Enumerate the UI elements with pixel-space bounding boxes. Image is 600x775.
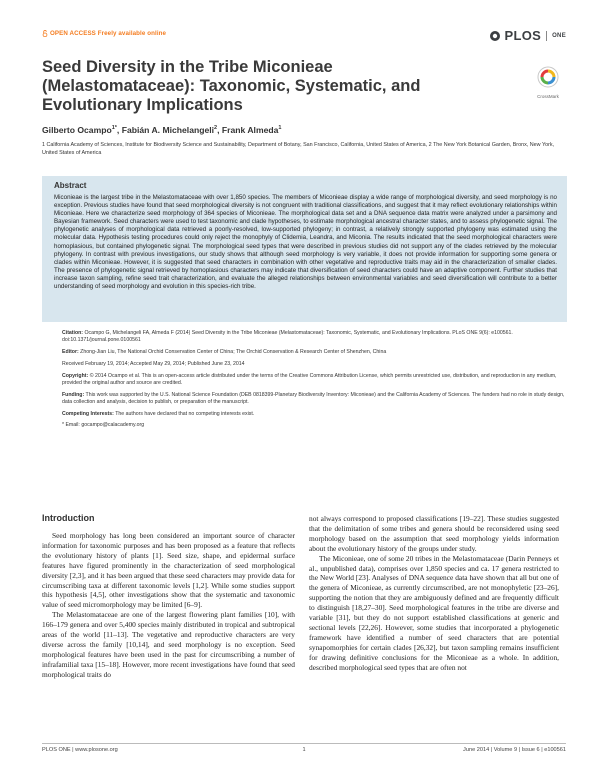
page-number: 1	[302, 747, 306, 753]
footer-issue: June 2014 | Volume 9 | Issue 6 | e100561	[463, 747, 566, 753]
body-paragraph: not always correspond to proposed classifications [19–22]. These studies suggested that the delimitation of some tribes and genera should be reconsidered using seed morphology based on the assumption that seed morphology yields information about the evolutionary history of the groups under study.	[309, 514, 559, 553]
editor-text: Zhong-Jian Liu, The National Orchid Conservation Center of China; The Orchid Conservation & Research Center of Shenzhen, China	[80, 349, 387, 355]
open-access-badge[interactable]	[42, 30, 166, 37]
copyright-line	[62, 373, 567, 387]
crossmark-icon	[537, 66, 559, 88]
crossmark-label: CrossMark	[537, 94, 559, 99]
editor-line	[62, 349, 567, 356]
body-paragraph: The Melastomataceae are one of the largest flowering plant families [10], with 166–179 genera and over 5,400 species mainly distributed in tropical and subtropical areas of the world [11–13]. The vegetative and reproductive characters are very diverse across the family [10,14], and seed morphology is no exception. Seed morphological features have been used in the past for circumscribing a number of infrafamilial taxa [15–18]. However, more recent investigations have found that seed morphological traits do	[42, 610, 295, 679]
author-name[interactable]: Gilberto Ocampo	[42, 125, 112, 135]
funding-text: This work was supported by the U.S. National Science Foundation (DEB 0818399-Planetary Biodiversity Inventory: Miconieae) and the California Academy of Sciences. The funders had no role in study design, data collection and analysis, decision to publish, or preparation of the manuscript.	[62, 391, 565, 405]
open-access-text: OPEN ACCESS Freely available online	[50, 30, 167, 37]
author-name[interactable]: Frank Almeda	[221, 125, 279, 135]
body-column-right	[309, 514, 559, 673]
author-name[interactable]: Fabián A. Michelangeli	[121, 125, 215, 135]
competing-interests-line	[62, 411, 567, 418]
crossmark-badge[interactable]	[534, 66, 562, 99]
plos-one-logo[interactable]	[489, 28, 566, 43]
article-metadata	[62, 330, 567, 434]
article-title: Seed Diversity in the Tribe Miconieae (Melastomataceae): Taxonomic, Systematic, and Evolutionary Implications	[42, 58, 421, 114]
author-list: Gilberto Ocampo$^{1*}$, Fabián A. Michelangeli$^2$, Frank Almeda$^1$	[42, 125, 282, 135]
abstract-heading: Abstract	[54, 181, 87, 190]
affiliations: 1 California Academy of Sciences, Institute for Biodiversity Science and Sustainability, Department of Botany, San Francisco, California, United States of America, 2 The New York Botanical Garden, Bronx, New York, United States of America	[42, 142, 555, 157]
top-bar	[42, 28, 566, 48]
abstract-text: Miconieae is the largest tribe in the Melastomataceae with over 1,850 species. The members of Miconieae display a wide range of morphological diversity, and seed morphology is no exception. Previous studies have found that seed morphological diversity is not congruent with traditional classifications, and suggest that it may reflect evolutionary relationships within Miconieae. Here we characterize seed morphology of 364 species of Miconieae. The morphological data set and a DNA sequence data matrix were analyzed under a parsimony and Bayesian framework. Seed characters were used to test taxonomic and clade hypotheses, to estimate morphological ancestral character states, and to assess phylogenetic signal. The phylogenetic analyses of morphological data retrieved a poorly-resolved, low-supported phylogeny; in contrast, a relatively strongly supported phylogeny was estimated using the molecular data. Hypothesis testing procedures could only reject the monophyly of Clidemia, Leandra, and Miconia. The results indicated that the seed morphological characters were homoplasious, but contained phylogenetic signal. The morphological seed types that were described in previous studies did not support any of the clades retrieved by the molecular phylogeny. In contrast with previous investigations, our study shows that although seed morphology is very variable, it does not provide information for supporting some genera or clades within Miconieae. However, it is suggested that seed characters in combination with other vegetative and reproductive traits may aid in the characterization of smaller clades. The presence of phylogenetic signal retrieved by homoplasious characters may indicate that diversification of seed characters could have an adaptive component. Further studies that increase taxon sampling, refine seed trait characterization, and evaluate the alleged relationships between environmental variables and seed diversification will contribute to a better understanding of seed morphology and evolution in this species-rich tribe.	[54, 194, 557, 291]
author-affil-mark: 2	[214, 125, 218, 132]
competing-label: Competing Interests:	[62, 410, 114, 417]
introduction-heading: Introduction	[42, 513, 95, 523]
copyright-text: © 2014 Ocampo et al. This is an open-access article distributed under the terms of the Creative Commons Attribution License, which permits unrestricted use, distribution, and reproduction in any medium, provided the original author and source are credited.	[62, 372, 557, 386]
journal-sub: ONE	[552, 32, 566, 39]
copyright-label: Copyright:	[62, 372, 89, 379]
dates-line: Received February 19, 2014; Accepted May 29, 2014; Published June 23, 2014	[62, 360, 245, 367]
body-paragraph: The Miconieae, one of some 20 tribes in the Melastomataceae (Darin Penneys et al., unpublished data), comprises over 1,850 species and ca. 17 genera restricted to the New World [23]. Analyses of DNA sequence data have shown that all but one of the genera of Miconieae, as currently circumscribed, are not monophyletic [23–26], supporting the notion that they are ambiguously defined and are frequently difficult to distinguish [18,27–30]. Seed morphological features in the tribe are diverse and variable [31], but they do not support established classifications at generic and sectional levels [22,26]. However, some studies that incorporated a phylogenetic framework have identified a number of seed characters that are potential synapomorphies for certain clades [26,32], but taxon sampling remains insufficient for drawing definitive conclusions for the Miconieae as a whole. In addition, described morphological seed types that are often not	[309, 553, 559, 672]
body-column-left	[42, 531, 295, 680]
author-affil-mark: 1*	[111, 125, 117, 132]
funding-label: Funding:	[62, 391, 85, 398]
logo-divider	[546, 31, 547, 41]
abstract-box	[42, 176, 567, 322]
citation-text: Ocampo G, Michelangeli FA, Almeda F (2014) Seed Diversity in the Tribe Miconieae (Melastomataceae): Taxonomic, Systematic, and Evolutionary Implications. PLoS ONE 9(6): e100561. doi:10.1371/journal.pone.0100561	[62, 330, 513, 344]
page-footer	[42, 747, 566, 757]
plos-mark-icon	[489, 30, 501, 42]
footer-divider	[42, 743, 566, 744]
body-paragraph: Seed morphology has long been considered an important source of character information for taxonomic purposes and has been proposed as a feature that reflects the evolutionary history of plants [1]. Seed size, shape, and epidermal surface features have figured prominently in the characterization of seed morphological diversity [2,3], and it has been argued that these seed characters may provide data for circumscribing taxa at different taxonomic levels [1,2]. While some studies support this hypothesis [4,5], other investigations show that the systematic and taxonomic value of seed micromorphology may be limited [6–9].	[42, 531, 295, 610]
email-line[interactable]: * Email: gocampo@calacademy.org	[62, 422, 145, 429]
funding-line	[62, 392, 567, 406]
journal-brand: PLOS	[504, 28, 542, 43]
citation-line	[62, 330, 567, 344]
author-affil-mark: 1	[278, 125, 282, 132]
competing-text: The authors have declared that no competing interests exist.	[115, 410, 255, 417]
footer-journal[interactable]: PLOS ONE | www.plosone.org	[42, 747, 118, 753]
editor-label: Editor:	[62, 349, 79, 355]
citation-label: Citation:	[62, 330, 84, 336]
open-lock-icon	[42, 30, 48, 37]
